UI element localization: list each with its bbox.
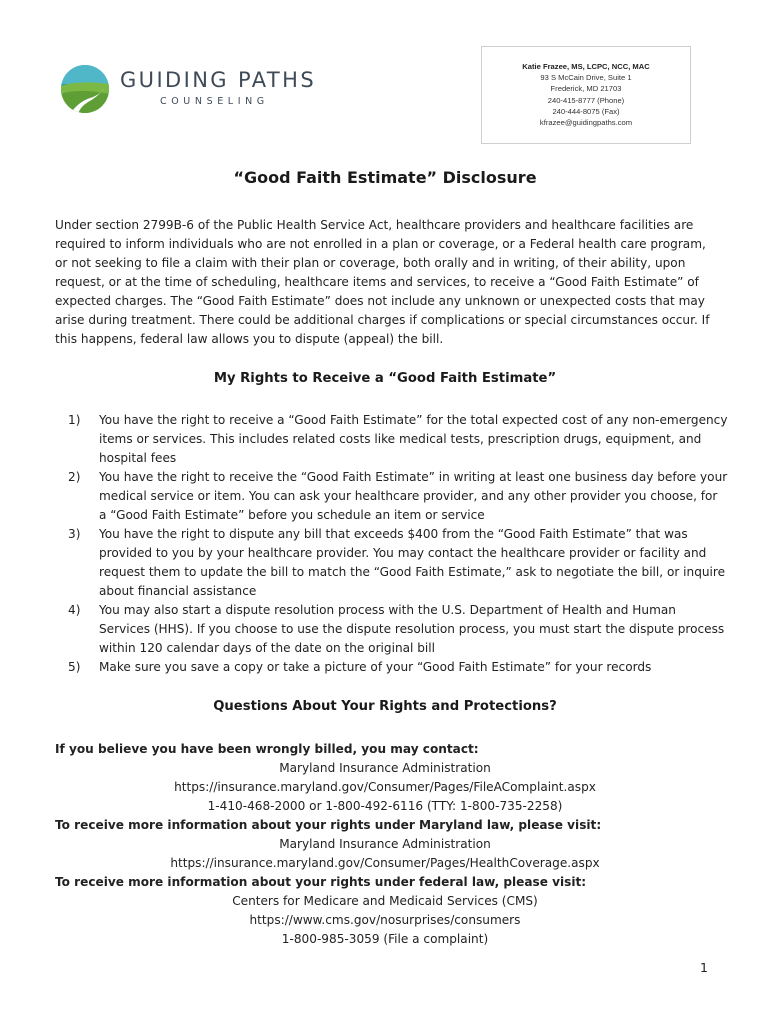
- rights-item: 1) You have the right to receive a “Good Faith Estimate” for the total expected cost of any non-emergency items or services. This includes related costs like medical tests, prescription drugs, equipment, and hospital fees: [68, 413, 728, 465]
- document-title: “Good Faith Estimate” Disclosure: [233, 168, 537, 187]
- phone-number: 240-415-8777 (Phone): [547, 95, 625, 105]
- health-coverage-url: https://insurance.maryland.gov/Consumer/Pages/HealthCoverage.aspx: [170, 856, 600, 870]
- address-line-1: 93 S McCain Drive, Suite 1: [540, 73, 632, 83]
- mia-org-name-2: Maryland Insurance Administration: [279, 837, 491, 851]
- intro-paragraph: Under section 2799B-6 of the Public Health Service Act, healthcare providers and healthcare facilities are required to inform individuals who are not enrolled in a plan or coverage, or a Federal health care program, or not seeking to file a claim with their plan or coverage, both orally and in writing, of their ability, upon request, or at the time of scheduling, healthcare items and services, to receive a “Good Faith Estimate” of expected charges. The “Good Faith Estimate” does not include any unknown or unexpected costs that may arise during treatment. There could be additional charges if complications or special circumstances occur. If this happens, federal law allows you to dispute (appeal) the bill.: [55, 218, 710, 346]
- provider-name: Katie Frazee, MS, LCPC, NCC, MAC: [522, 62, 650, 71]
- rights-list: [68, 411, 728, 677]
- logo-subtitle: COUNSELING: [160, 96, 269, 107]
- fax-number: 240-444-8075 (Fax): [552, 106, 620, 116]
- wrongly-billed-lead: If you believe you have been wrongly billed, you may contact:: [55, 742, 479, 756]
- logo-emblem-icon: [60, 64, 110, 114]
- complaint-url: https://insurance.maryland.gov/Consumer/Pages/FileAComplaint.aspx: [174, 780, 596, 794]
- address-line-2: Frederick, MD 21703: [550, 84, 622, 94]
- email-address: kfrazee@guidingpaths.com: [539, 118, 633, 128]
- logo-title: GUIDING PATHS: [120, 68, 317, 92]
- cms-org-name: Centers for Medicare and Medicaid Services (CMS): [232, 894, 538, 908]
- cms-phone: 1-800-985-3059 (File a complaint): [281, 932, 489, 946]
- contact-box: [481, 46, 691, 144]
- maryland-law-lead: To receive more information about your rights under Maryland law, please visit:: [55, 818, 602, 832]
- guiding-paths-logo: [60, 62, 320, 118]
- rights-item: 3) You have the right to dispute any bill that exceeds $400 from the “Good Faith Estimate” that was provided to you by your healthcare provider. You may contact the healthcare provider or facility and request them to update the bill to match the “Good Faith Estimate,” ask to negotiate the bill, or inquire about financial assistance: [68, 527, 726, 598]
- rights-item: 2) You have the right to receive the “Good Faith Estimate” in writing at least one business day before your medical service or item. You can ask your healthcare provider, and any other provider you choose, for a “Good Faith Estimate” before you schedule an item or service: [68, 470, 728, 522]
- federal-law-lead: To receive more information about your rights under federal law, please visit:: [55, 875, 587, 889]
- page-number: 1: [700, 960, 708, 975]
- rights-item: 4) You may also start a dispute resolution process with the U.S. Department of Health and Human Services (HHS). If you choose to use the dispute resolution process, you must start the dispute process within 120 calendar days of the date on the original bill: [68, 603, 725, 655]
- rights-heading: My Rights to Receive a “Good Faith Estimate”: [213, 371, 557, 386]
- complaint-phone: 1-410-468-2000 or 1-800-492-6116 (TTY: 1-800-735-2258): [207, 799, 563, 813]
- rights-item: 5) Make sure you save a copy or take a picture of your “Good Faith Estimate” for your records: [68, 660, 652, 674]
- contact-information: [55, 740, 715, 949]
- cms-url: https://www.cms.gov/nosurprises/consumers: [249, 913, 521, 927]
- mia-org-name: Maryland Insurance Administration: [279, 761, 491, 775]
- questions-heading: Questions About Your Rights and Protections?: [213, 699, 557, 714]
